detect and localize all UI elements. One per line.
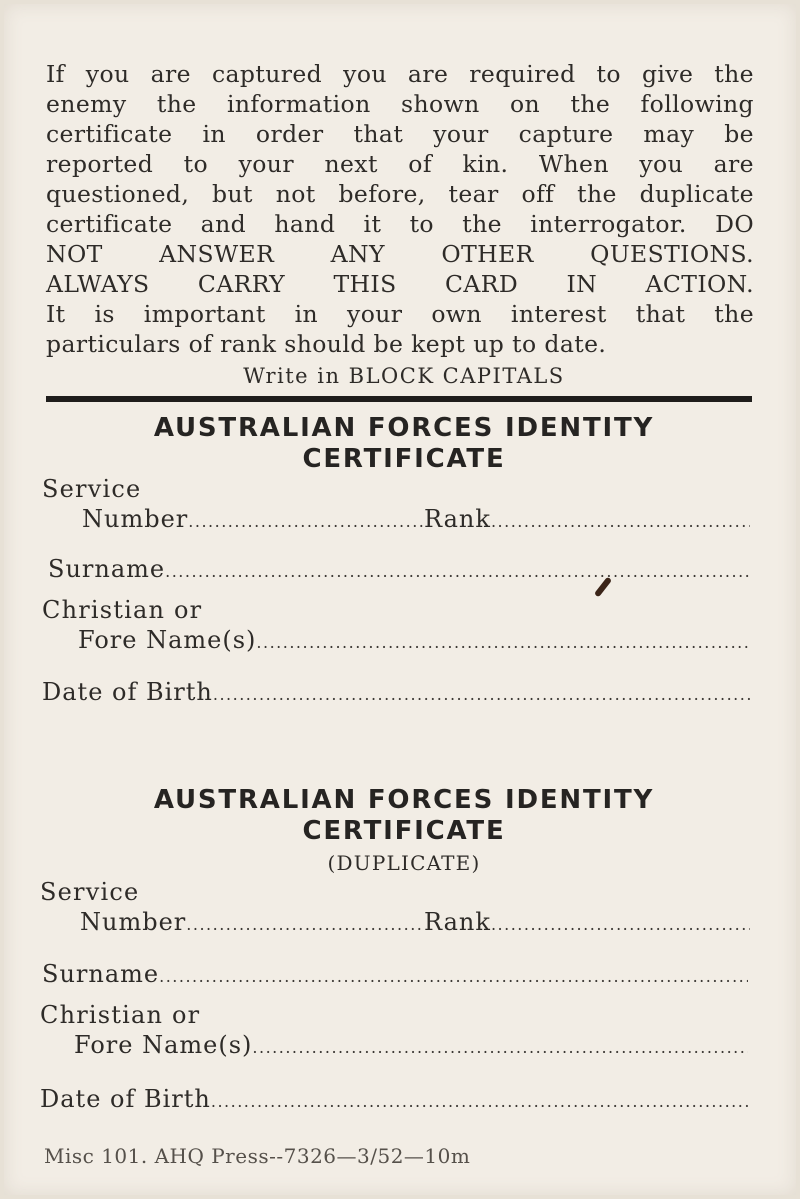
print-code: Misc 101. AHQ Press--7326—3/52—10m — [44, 1144, 471, 1168]
dup-surname-label: Surname — [42, 960, 160, 988]
dup-date-of-birth-field[interactable] — [40, 1085, 750, 1113]
rank-input[interactable] — [491, 512, 750, 531]
fore-names-input[interactable] — [256, 633, 750, 652]
instruction-line: enemy the information shown on the following — [46, 90, 754, 118]
surname-label: Surname — [48, 555, 166, 583]
dup-fore-names-label: Fore Name(s) — [74, 1031, 253, 1059]
instruction-line: certificate and hand it to the interrogator. DO — [46, 210, 754, 238]
dup-date-of-birth-label: Date of Birth — [40, 1085, 211, 1113]
surname-field[interactable] — [48, 555, 750, 583]
rank-field[interactable] — [424, 505, 750, 533]
dup-date-of-birth-input[interactable] — [211, 1092, 750, 1111]
dup-service-number-label: Number — [80, 908, 187, 936]
instruction-line: certificate in order that your capture may be — [46, 120, 754, 148]
rank-label: Rank — [424, 505, 491, 533]
service-number-field[interactable] — [82, 505, 424, 533]
instruction-line: It is important in your own interest that the — [46, 300, 754, 328]
identity-card — [4, 4, 796, 1195]
surname-input[interactable] — [165, 562, 750, 581]
service-number-input[interactable] — [188, 512, 424, 531]
instruction-line: NOT ANSWER ANY OTHER QUESTIONS. — [46, 240, 754, 268]
dup-fore-names-input[interactable] — [252, 1038, 748, 1057]
instruction-line: ALWAYS CARRY THIS CARD IN ACTION. — [46, 270, 754, 298]
tear-off-divider — [46, 396, 752, 402]
service-number-label: Number — [82, 505, 189, 533]
dup-service-label: Service — [40, 878, 140, 906]
dup-surname-input[interactable] — [159, 967, 748, 986]
fore-names-field[interactable] — [78, 626, 750, 654]
block-capitals-note: Write in BLOCK CAPITALS — [243, 364, 565, 388]
service-label: Service — [42, 475, 142, 503]
dup-rank-input[interactable] — [491, 915, 750, 934]
dup-rank-label: Rank — [424, 908, 491, 936]
dup-fore-names-field[interactable] — [74, 1031, 748, 1059]
dup-surname-field[interactable] — [42, 960, 748, 988]
christian-or-label: Christian or — [42, 596, 203, 624]
fore-names-label: Fore Name(s) — [78, 626, 257, 654]
duplicate-title — [4, 785, 800, 847]
dup-rank-field[interactable] — [424, 908, 750, 936]
dup-service-number-input[interactable] — [186, 915, 424, 934]
instruction-line: reported to your next of kin. When you are — [46, 150, 754, 178]
instruction-line: particulars of rank should be kept up to date. — [46, 330, 607, 358]
capture-instructions — [46, 59, 754, 359]
dup-service-number-field[interactable] — [80, 908, 424, 936]
duplicate-title-line1: AUSTRALIAN FORCES IDENTITY — [153, 785, 655, 815]
duplicate-subtitle: (DUPLICATE) — [327, 851, 481, 875]
certificate-title — [4, 413, 800, 475]
certificate-title-line2: CERTIFICATE — [302, 444, 506, 474]
instruction-line: questioned, but not before, tear off the duplicate — [46, 180, 754, 208]
instruction-line: If you are captured you are required to give the — [46, 60, 754, 88]
dup-christian-or-label: Christian or — [40, 1001, 201, 1029]
date-of-birth-input[interactable] — [213, 685, 750, 704]
date-of-birth-field[interactable] — [42, 678, 750, 706]
date-of-birth-label: Date of Birth — [42, 678, 213, 706]
certificate-title-line1: AUSTRALIAN FORCES IDENTITY — [153, 413, 655, 443]
duplicate-title-line2: CERTIFICATE — [302, 816, 506, 846]
